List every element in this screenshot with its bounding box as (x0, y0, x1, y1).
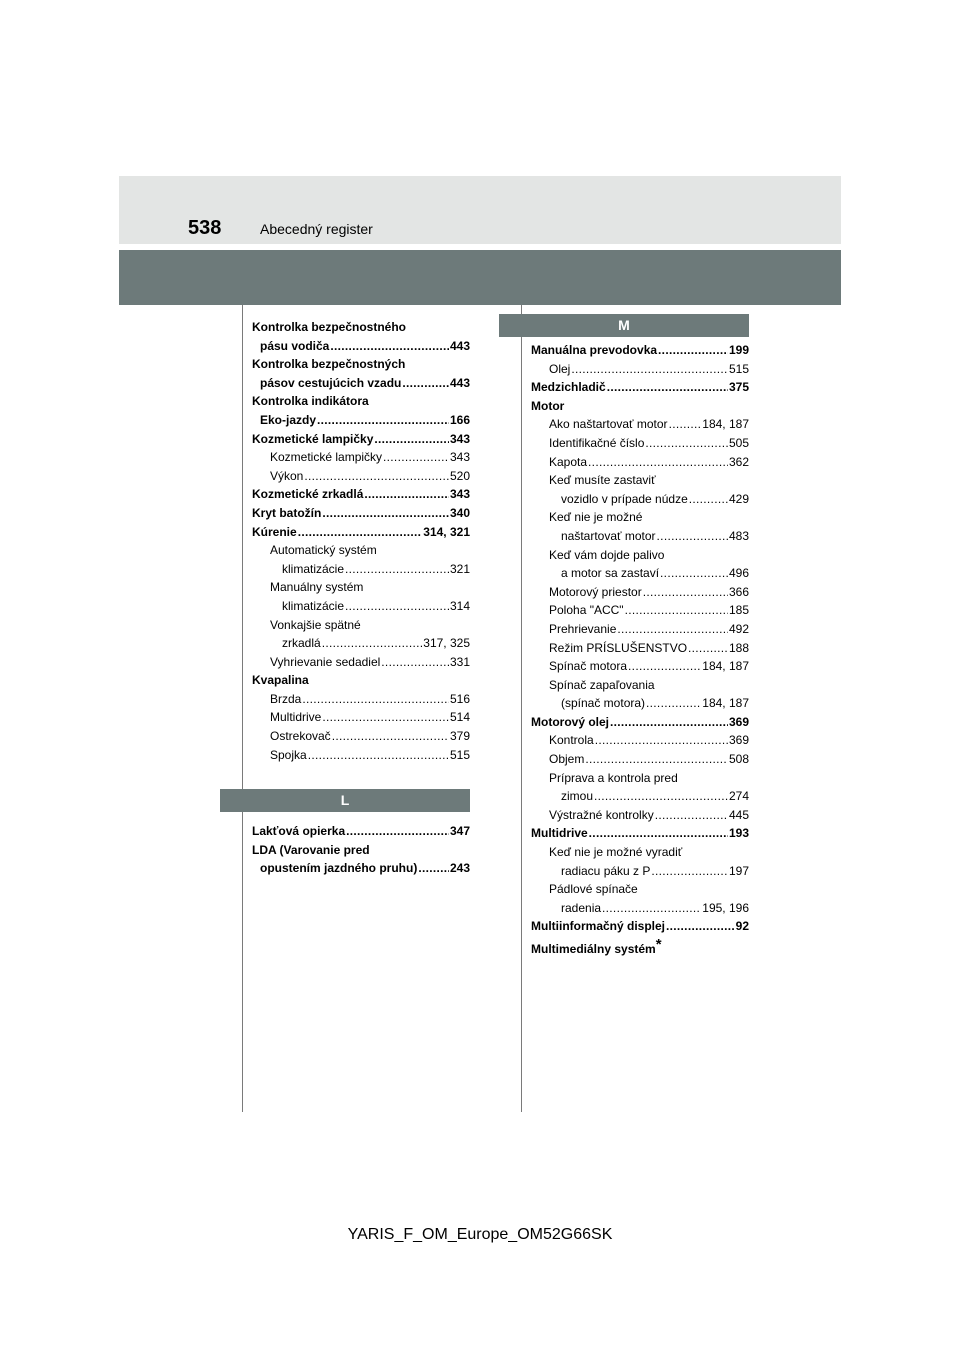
entry-page-ref[interactable]: 429 (728, 491, 749, 506)
entry-page-ref[interactable]: 321 (449, 561, 470, 576)
entry-term: Poloha "ACC" (549, 603, 624, 618)
entry-page-ref[interactable]: 443 (449, 338, 470, 353)
dot-leader (298, 523, 423, 542)
entry-page-ref[interactable]: 331 (449, 654, 470, 669)
entry-term: Prehrievanie (549, 621, 617, 636)
dot-leader (588, 453, 728, 472)
index-entry (531, 360, 749, 379)
index-entry (252, 616, 470, 635)
entry-page-ref[interactable]: 375 (728, 380, 749, 395)
footnote-asterisk: * (655, 936, 662, 953)
dot-leader (669, 415, 702, 434)
dot-leader (346, 822, 449, 841)
dot-leader (383, 448, 449, 467)
entry-page-ref[interactable]: 314 (449, 598, 470, 613)
index-entry (531, 806, 749, 825)
index-entry (252, 690, 470, 709)
entry-term: opustením jazdného pruhu) (260, 861, 418, 876)
index-entry (531, 397, 749, 416)
dot-leader (402, 374, 449, 393)
index-entry (252, 653, 470, 672)
entry-term: pásu vodiča (260, 338, 330, 353)
index-entry (252, 541, 470, 560)
index-entry (252, 355, 470, 374)
index-entry (531, 824, 749, 843)
entry-term: Kvapalina (252, 673, 309, 688)
entry-term: Automatický systém (270, 543, 377, 558)
index-entry (531, 620, 749, 639)
dot-leader (666, 917, 735, 936)
entry-page-ref[interactable]: 496 (728, 566, 749, 581)
entry-page-ref[interactable]: 166 (449, 412, 470, 427)
entry-page-ref[interactable]: 188 (728, 640, 749, 655)
entry-term: Keď nie je možné vyradiť (549, 845, 683, 860)
dot-leader (657, 527, 728, 546)
index-entry (252, 392, 470, 411)
entry-page-ref[interactable]: 515 (449, 747, 470, 762)
entry-term: Multimediálny systém (531, 942, 656, 956)
entry-page-ref[interactable]: 274 (728, 789, 749, 804)
dot-leader (345, 560, 449, 579)
dot-leader (322, 708, 449, 727)
entry-page-ref[interactable]: 314, 321 (423, 524, 470, 539)
entry-page-ref[interactable]: 362 (728, 454, 749, 469)
entry-page-ref[interactable]: 185 (728, 603, 749, 618)
index-entry (252, 746, 470, 765)
dot-leader (308, 746, 449, 765)
dot-leader (322, 504, 449, 523)
index-entry (252, 523, 470, 542)
index-entry (531, 453, 749, 472)
index-entry (531, 769, 749, 788)
entry-term: Eko-jazdy (260, 412, 317, 427)
index-entry (531, 546, 749, 565)
entry-term: Kozmetické lampičky (252, 431, 374, 446)
dot-leader (602, 899, 701, 918)
entry-term: Pádlové spínače (549, 882, 638, 897)
entry-term: Identifikačné číslo (549, 435, 645, 450)
entry-term: Motorový priestor (549, 584, 642, 599)
index-entry (252, 485, 470, 504)
index-entry (252, 727, 470, 746)
index-entry (252, 504, 470, 523)
dot-leader (302, 690, 449, 709)
dot-leader (594, 787, 728, 806)
entry-term: Medzichladič (531, 380, 606, 395)
entry-term: Výkon (270, 468, 304, 483)
entry-page-ref[interactable]: 369 (728, 714, 749, 729)
entry-term: Multiinformačný displej (531, 919, 666, 934)
entry-term: Keď vám dojde palivo (549, 547, 665, 562)
entry-term: Spojka (270, 747, 307, 762)
entry-page-ref[interactable]: 184, 187 (702, 659, 749, 674)
index-entry (531, 583, 749, 602)
index-entry (531, 434, 749, 453)
entry-page-ref[interactable]: 343 (449, 487, 470, 502)
entry-term: Kozmetické zrkadlá (252, 487, 364, 502)
column-divider-middle (521, 305, 522, 1112)
entry-term: Vonkajšie spätné (270, 617, 361, 632)
dot-leader (625, 601, 728, 620)
entry-page-ref[interactable]: 483 (728, 528, 749, 543)
index-entry (252, 634, 470, 653)
dot-leader (655, 806, 728, 825)
dot-leader (345, 597, 449, 616)
entry-term: LDA (Varovanie pred (252, 842, 370, 857)
index-column-left (252, 318, 470, 878)
entry-term: vozidlo v prípade núdze (561, 491, 688, 506)
entry-page-ref[interactable]: 343 (449, 450, 470, 465)
entry-term: Kúrenie (252, 524, 297, 539)
entry-page-ref[interactable]: 193 (728, 826, 749, 841)
entry-term: radenia (561, 900, 602, 915)
entry-term: Kryt batožín (252, 505, 322, 520)
dot-leader (658, 341, 728, 360)
dot-leader (643, 583, 728, 602)
index-entry (531, 676, 749, 695)
entry-page-ref[interactable]: 92 (735, 919, 749, 934)
entry-term: Multidrive (531, 826, 588, 841)
entry-term: Kontrolka indikátora (252, 394, 369, 409)
index-entry (531, 917, 749, 936)
dot-leader (381, 653, 449, 672)
header-dark-band (119, 250, 841, 305)
letter-heading-l: L (220, 789, 470, 812)
entry-term: radiacu páku z P (561, 863, 651, 878)
entry-term: Motorový olej (531, 714, 610, 729)
dot-leader (418, 859, 449, 878)
index-entry (531, 731, 749, 750)
dot-leader (646, 694, 701, 713)
dot-leader (628, 657, 701, 676)
index-entry (531, 862, 749, 881)
dot-leader (688, 639, 728, 658)
dot-leader (589, 824, 728, 843)
letter-heading-m: M (499, 314, 749, 337)
entry-term: klimatizácie (282, 561, 345, 576)
dot-leader (610, 713, 728, 732)
dot-leader (585, 750, 728, 769)
index-entry (531, 694, 749, 713)
index-entry (252, 411, 470, 430)
entry-term: Lakťová opierka (252, 824, 346, 839)
entry-term: Výstražné kontrolky (549, 807, 654, 822)
index-list-l (252, 822, 470, 878)
entry-term: (spínač motora) (561, 696, 646, 711)
entry-term: Manuálna prevodovka (531, 343, 658, 357)
index-column-right (531, 314, 749, 959)
index-entry (531, 564, 749, 583)
index-entry (531, 490, 749, 509)
index-entry (531, 415, 749, 434)
entry-page-ref[interactable]: 347 (449, 824, 470, 839)
entry-term: Multidrive (270, 710, 322, 725)
index-entry (252, 374, 470, 393)
index-entry (531, 378, 749, 397)
index-entry (252, 318, 470, 337)
dot-leader (317, 411, 449, 430)
dot-leader (571, 360, 728, 379)
entry-page-ref[interactable]: 505 (728, 435, 749, 450)
index-entry (252, 708, 470, 727)
entry-page-ref[interactable]: 508 (728, 752, 749, 767)
index-entry (531, 657, 749, 676)
column-divider-left (242, 305, 243, 1112)
entry-term: Spínač zapaľovania (549, 677, 655, 692)
entry-page-ref[interactable]: 443 (449, 375, 470, 390)
entry-term: Objem (549, 752, 585, 767)
entry-page-ref[interactable]: 520 (449, 468, 470, 483)
entry-term: Kozmetické lampičky (270, 450, 383, 465)
entry-term: Príprava a kontrola pred (549, 770, 678, 785)
dot-leader (607, 378, 728, 397)
index-entry (252, 578, 470, 597)
index-entry (531, 601, 749, 620)
index-entry (252, 822, 470, 841)
dot-leader (660, 564, 728, 583)
index-entry (252, 448, 470, 467)
entry-term: pásov cestujúcich vzadu (260, 375, 402, 390)
entry-page-ref[interactable]: 343 (449, 431, 470, 446)
index-entry (252, 430, 470, 449)
index-entry (531, 936, 749, 959)
dot-leader (651, 862, 728, 881)
index-entry (531, 880, 749, 899)
entry-page-ref[interactable]: 369 (728, 733, 749, 748)
entry-page-ref[interactable]: 379 (449, 729, 470, 744)
entry-page-ref[interactable]: 184, 187 (702, 417, 749, 432)
index-list-k (252, 318, 470, 764)
index-entry (531, 341, 749, 360)
entry-page-ref[interactable]: 492 (728, 621, 749, 636)
document-footer: YARIS_F_OM_Europe_OM52G66SK (347, 1226, 613, 1243)
index-list-m (531, 341, 749, 959)
entry-term: Kapota (549, 454, 588, 469)
dot-leader (595, 731, 728, 750)
index-entry (531, 843, 749, 862)
entry-page-ref[interactable]: 514 (449, 710, 470, 725)
index-entry (252, 337, 470, 356)
index-entry (531, 508, 749, 527)
entry-term: Vyhrievanie sedadiel (270, 654, 381, 669)
dot-leader (617, 620, 728, 639)
index-entry (531, 527, 749, 546)
entry-term: Kontrolka bezpečnostného (252, 320, 407, 334)
index-entry (531, 787, 749, 806)
index-entry (252, 841, 470, 860)
entry-page-ref[interactable]: 199 (728, 343, 749, 357)
entry-term: Spínač motora (549, 659, 628, 674)
entry-term: zrkadlá (282, 636, 321, 651)
entry-term: Brzda (270, 691, 302, 706)
index-entry (531, 899, 749, 918)
dot-leader (374, 430, 449, 449)
entry-term: Kontrola (549, 733, 594, 748)
index-entry (531, 639, 749, 658)
entry-term: zimou (561, 789, 594, 804)
entry-page-ref[interactable]: 317, 325 (423, 636, 470, 651)
dot-leader (304, 467, 449, 486)
index-entry (531, 750, 749, 769)
index-entry (252, 859, 470, 878)
index-entry (252, 597, 470, 616)
page-title: Abecedný register (260, 221, 373, 237)
entry-page-ref[interactable]: 515 (728, 361, 749, 376)
dot-leader (322, 634, 423, 653)
entry-term: Režim PRÍSLUŠENSTVO (549, 640, 688, 655)
dot-leader (645, 434, 728, 453)
entry-page-ref[interactable]: 184, 187 (702, 696, 749, 711)
dot-leader (364, 485, 449, 504)
entry-page-ref[interactable]: 195, 196 (702, 900, 749, 915)
entry-term: Olej (549, 361, 571, 376)
entry-page-ref[interactable]: 243 (449, 861, 470, 876)
entry-term: Ostrekovač (270, 729, 331, 744)
page-number: 538 (188, 217, 222, 239)
dot-leader (332, 727, 449, 746)
entry-page-ref[interactable]: 445 (728, 807, 749, 822)
entry-term: Kontrolka bezpečnostných (252, 357, 406, 372)
entry-term: Ako naštartovať motor (549, 417, 668, 432)
index-entry (531, 471, 749, 490)
entry-page-ref[interactable]: 516 (449, 691, 470, 706)
entry-term: a motor sa zastaví (561, 566, 660, 581)
index-entry (531, 713, 749, 732)
dot-leader (330, 337, 449, 356)
entry-term: Motor (531, 398, 565, 413)
entry-page-ref[interactable]: 197 (728, 863, 749, 878)
dot-leader (689, 490, 728, 509)
index-entry (252, 560, 470, 579)
index-entry (252, 467, 470, 486)
entry-term: Manuálny systém (270, 580, 364, 595)
entry-term: naštartovať motor (561, 528, 656, 543)
entry-term: Keď musíte zastaviť (549, 473, 656, 488)
entry-term: klimatizácie (282, 598, 345, 613)
entry-page-ref[interactable]: 340 (449, 505, 470, 520)
entry-page-ref[interactable]: 366 (728, 584, 749, 599)
entry-term: Keď nie je možné (549, 510, 643, 525)
index-entry (252, 671, 470, 690)
header-band (119, 176, 841, 244)
